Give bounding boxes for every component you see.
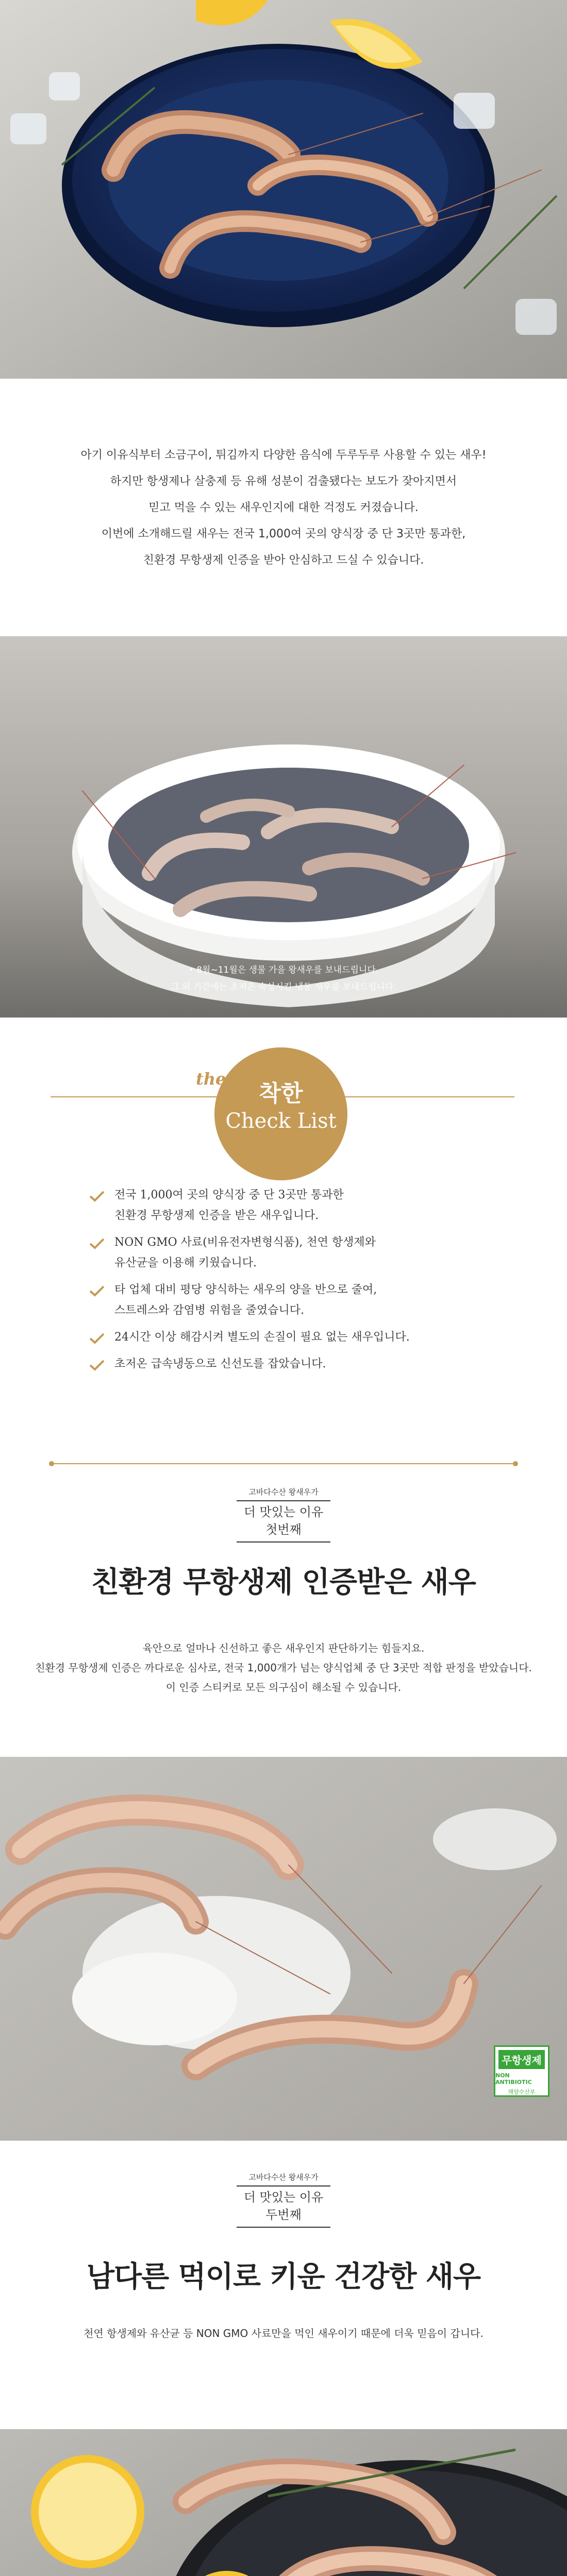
intro-section [0, 379, 567, 636]
label-top-line [237, 2185, 330, 2187]
reason-2-label [0, 2172, 567, 2228]
brand-tagline: 고바다수산 왕새우가 [248, 1487, 319, 1497]
check-list-section [0, 1018, 567, 1481]
reason-1-label [0, 1486, 567, 1543]
checkmark-icon [89, 1189, 105, 1210]
raw-shrimp-container-photo [0, 636, 567, 1018]
check-list-title-ko: 착한 [259, 1080, 303, 1107]
body-line: 친환경 무항생제 인증은 까다로운 심사로, 전국 1,000개가 넘는 양식업체 중 단 3곳만 적합 판정을 받았습니다. [35, 1662, 532, 1674]
check-list-item [89, 1354, 501, 1375]
container-photo-illustration [0, 636, 567, 1018]
check-list-item [89, 1327, 501, 1348]
check-list-item [89, 1280, 501, 1321]
reason-1-body [0, 1638, 567, 1697]
check-item-line: NON GMO 사료(비유전자변형식품), 천연 항생제와 [114, 1236, 376, 1249]
reason-2-section [0, 2141, 567, 2429]
reason-1-section [0, 1481, 567, 1757]
shrimp-salt-photo [0, 1757, 567, 2141]
badge-english: NON ANTIBIOTIC [495, 2072, 532, 2086]
reason-heading: 더 맛있는 이유 [243, 2190, 324, 2205]
checkmark-icon [89, 1331, 105, 1352]
caption-line-2: 그 외 기간에는 초저온 숙성시킨 냉동 새우를 보내드립니다. [171, 982, 396, 992]
label-bottom-line [237, 1541, 330, 1543]
non-antibiotic-badge [494, 2045, 549, 2097]
brand-tagline: 고바다수산 왕새우가 [248, 2173, 319, 2182]
check-item-line: 타 업체 대비 평당 양식하는 새우의 양을 반으로 줄여, [114, 1283, 377, 1296]
hero-photo-shrimp-plate [0, 0, 567, 379]
check-list-item [89, 1232, 501, 1274]
intro-line: 이번에 소개해드릴 새우는 전국 1,000여 곳의 양식장 중 단 3곳만 통과한, [101, 527, 466, 540]
check-item-line: 유산균을 이용해 키웠습니다. [114, 1257, 257, 1269]
the-label: the [196, 1069, 226, 1089]
check-item-line: 24시간 이상 해감시켜 별도의 손질이 필요 없는 새우입니다. [114, 1331, 410, 1344]
shrimp-lemon-photo [0, 2429, 567, 2576]
check-item-line: 초저온 급속냉동으로 신선도를 잡았습니다. [114, 1358, 326, 1370]
reason-number: 첫번째 [265, 1522, 302, 1537]
checkmark-icon [89, 1236, 105, 1257]
reason-number: 두번째 [265, 2208, 302, 2222]
check-list-item [89, 1185, 501, 1226]
body-line: 이 인증 스티커로 모든 의구심이 해소될 수 있습니다. [165, 1681, 402, 1693]
hero-photo-illustration [0, 0, 567, 379]
salt-photo-illustration [0, 1757, 567, 2141]
checkmark-icon [89, 1284, 105, 1304]
reason-2-headline: 남다른 먹이로 키운 건강한 새우 [86, 2260, 481, 2294]
caption-line-1: • 8월~11월은 생물 가을 왕새우를 보내드립니다. [188, 965, 379, 975]
label-top-line [237, 1500, 330, 1501]
label-bottom-line [237, 2227, 330, 2228]
intro-line: 하지만 항생제나 살충제 등 유해 성분이 검출됐다는 보도가 잦아지면서 [110, 474, 457, 488]
intro-line: 친환경 무항생제 인증을 받아 안심하고 드실 수 있습니다. [143, 553, 424, 567]
intro-line: 믿고 먹을 수 있는 새우인지에 대한 걱정도 커졌습니다. [148, 501, 419, 514]
reason-1-headline: 친환경 무항생제 인증받은 새우 [91, 1566, 476, 1599]
check-list-title-en: Check List [225, 1109, 337, 1133]
badge-agency: 해양수산부 [508, 2089, 536, 2095]
intro-line: 아기 이유식부터 소금구이, 튀김까지 다양한 음식에 두루두루 사용할 수 있는 새우! [80, 448, 487, 462]
reason-heading: 더 맛있는 이유 [243, 1505, 324, 1519]
reason-2-body [0, 2324, 567, 2343]
check-list [89, 1185, 501, 1381]
intro-text [26, 442, 541, 573]
check-item-line: 스트레스와 감염병 위험을 줄였습니다. [114, 1304, 305, 1317]
check-item-line: 전국 1,000여 곳의 양식장 중 단 3곳만 통과한 [114, 1189, 344, 1201]
checkmark-icon [89, 1358, 105, 1379]
body-line: 천연 항생제와 유산균 등 NON GMO 사료만을 먹인 새우이기 때문에 더욱 믿음이 갑니다. [84, 2327, 483, 2340]
divider-bottom [49, 1461, 518, 1467]
body-line: 육안으로 얼마나 신선하고 좋은 새우인지 판단하기는 힘들지요. [142, 1642, 425, 1654]
badge-title: 무항생제 [498, 2050, 544, 2069]
check-item-line: 친환경 무항생제 인증을 받은 새우입니다. [114, 1209, 319, 1222]
lemon-photo-illustration [0, 2429, 567, 2576]
